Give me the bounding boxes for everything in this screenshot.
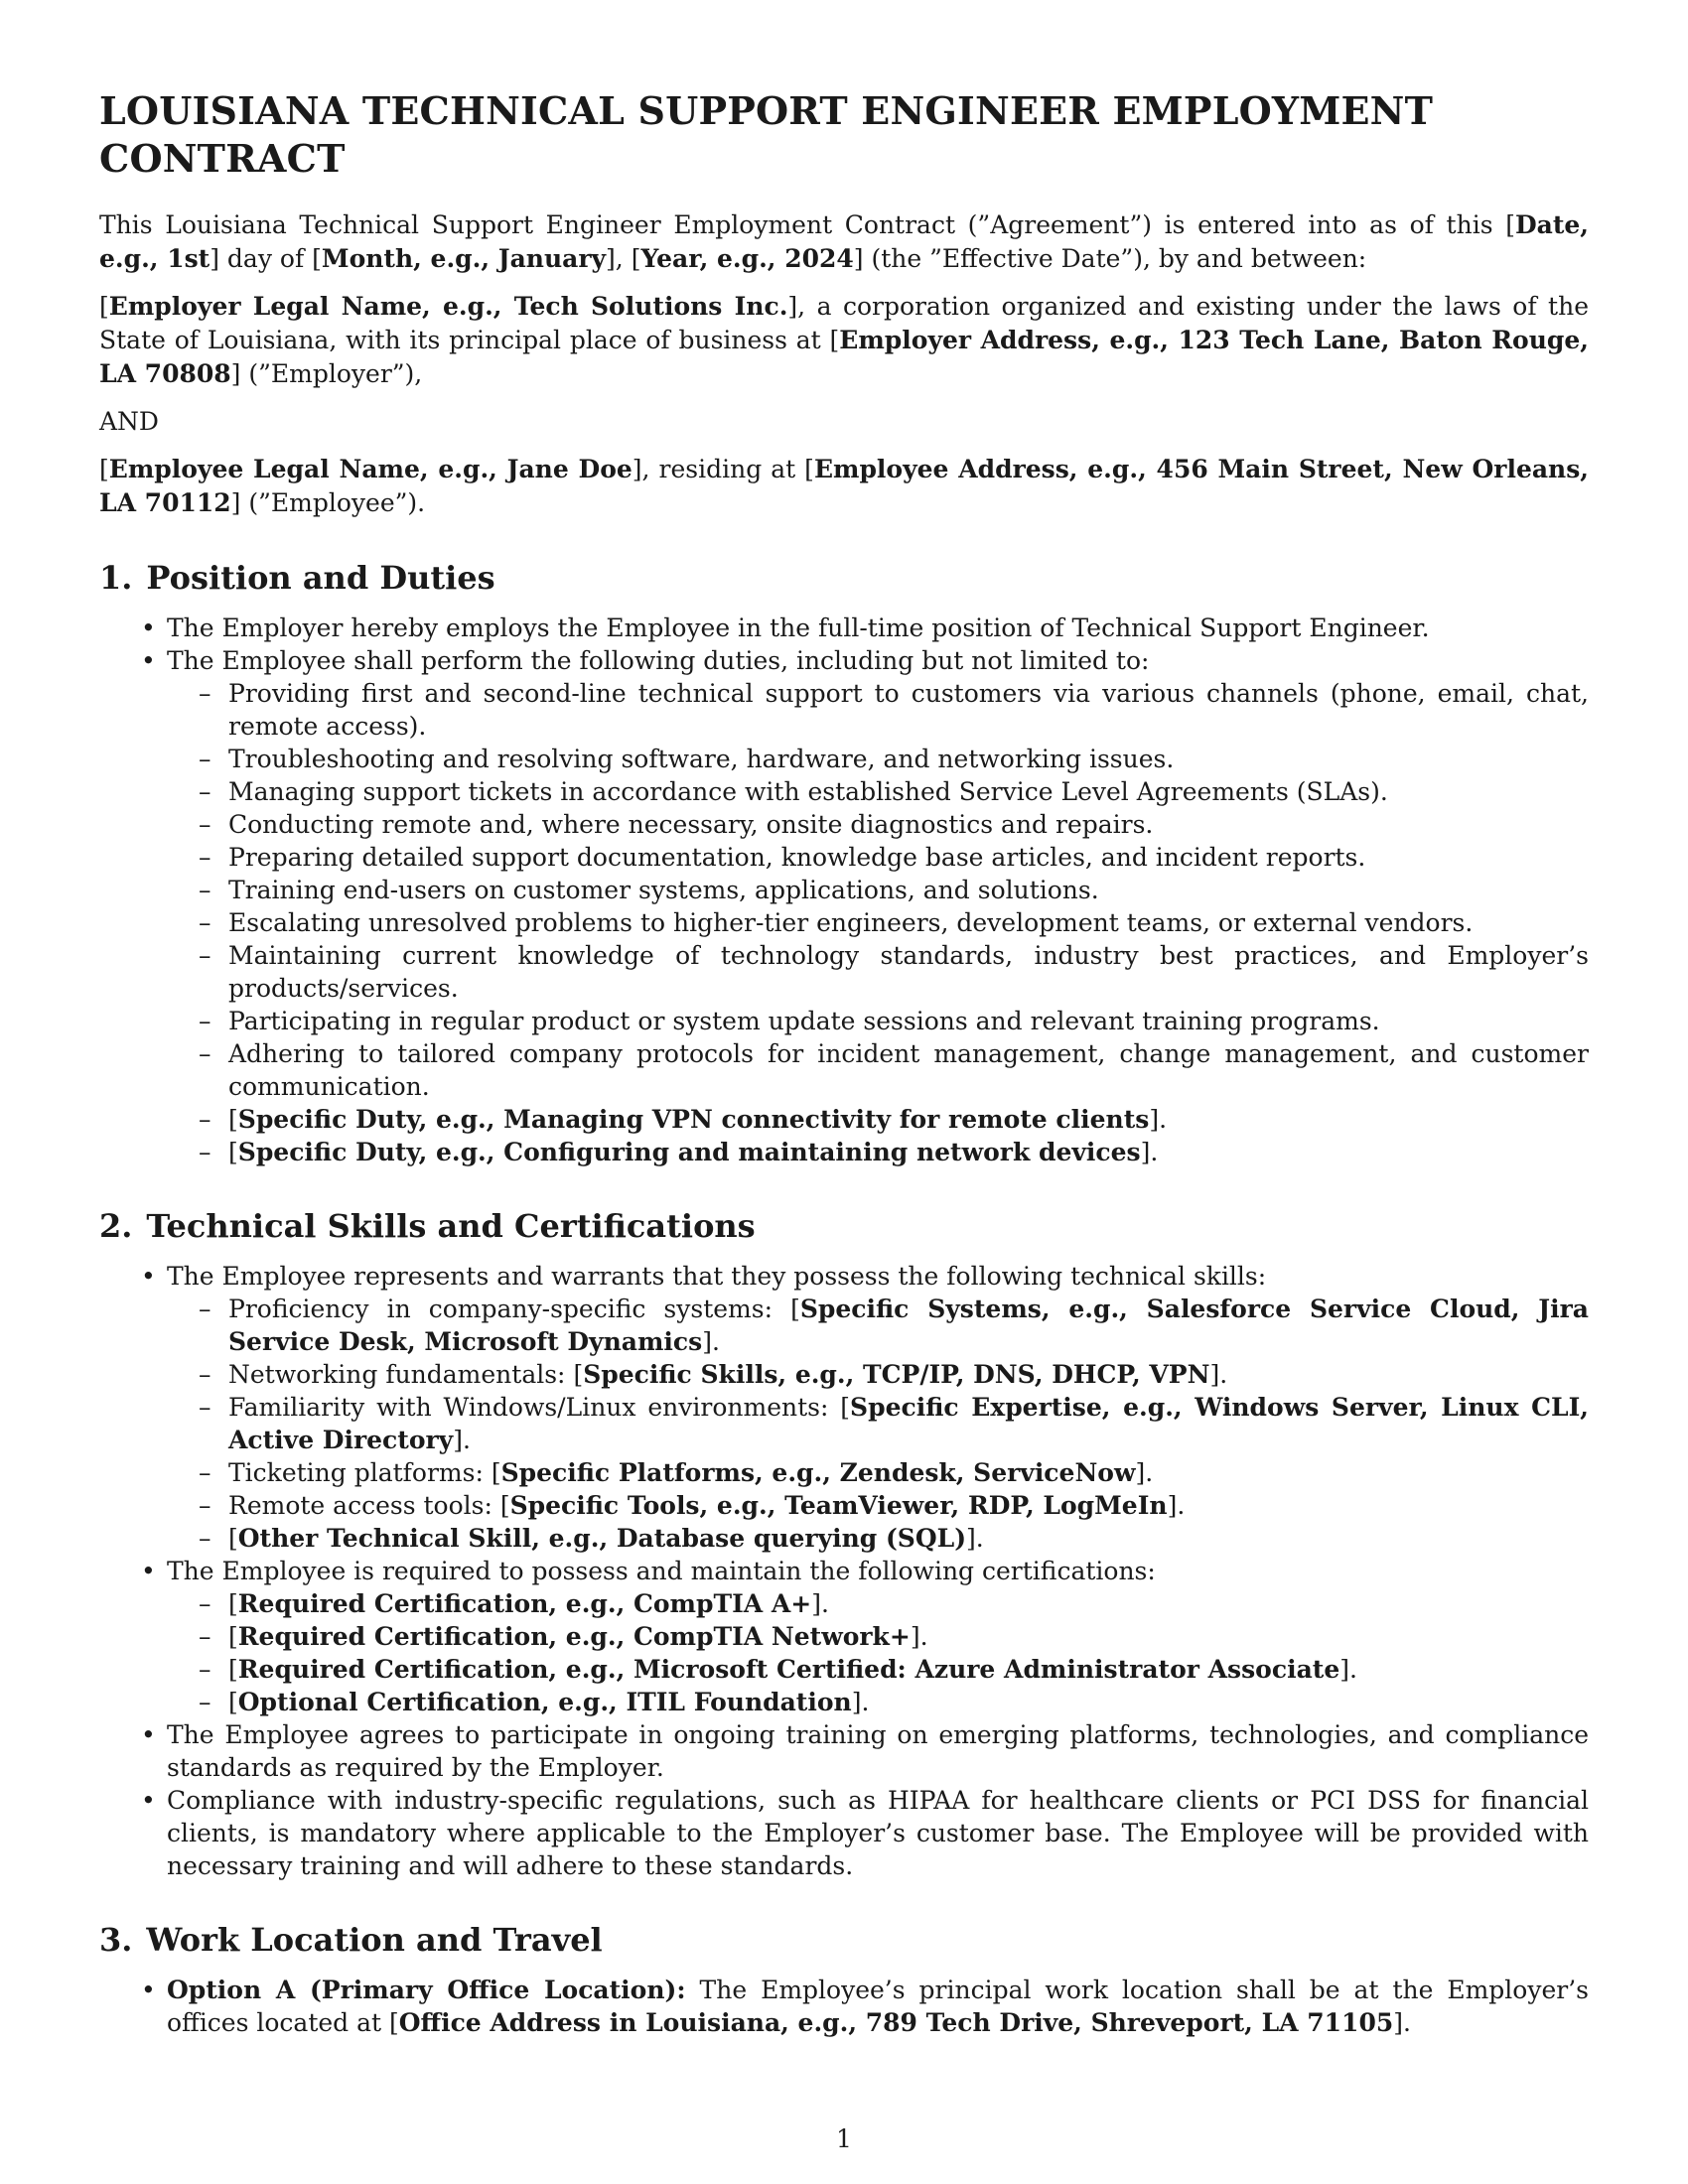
option-text: ]. bbox=[1393, 2008, 1411, 2037]
section-number: 2. bbox=[99, 1207, 133, 1245]
list-item bbox=[167, 1555, 1589, 1718]
location-list bbox=[99, 1974, 1589, 2039]
specific-duty-placeholder: Specific Duty, e.g., Configuring and maintaining network devices bbox=[237, 1138, 1141, 1166]
section-heading-position bbox=[99, 558, 1589, 598]
skill-placeholder: Specific Platforms, e.g., Zendesk, ServiceNow bbox=[500, 1458, 1136, 1487]
employee-text: ], residing at [ bbox=[632, 455, 814, 483]
certification-item: – [Required Certification, e.g., CompTIA A+]. bbox=[228, 1587, 1589, 1620]
and-separator: AND bbox=[99, 407, 159, 436]
date-placeholder: Date, e.g., 1st bbox=[99, 210, 1589, 273]
section-heading-location bbox=[99, 1920, 1589, 1960]
list-item: • The Employer hereby employs the Employee in the full-time position of Technical Support Engineer. bbox=[167, 612, 1589, 644]
contract-title: LOUISIANA TECHNICAL SUPPORT ENGINEER EMPLOYMENT CONTRACT bbox=[99, 88, 1434, 181]
duty-item: – Troubleshooting and resolving software, hardware, and networking issues. bbox=[228, 743, 1589, 775]
certification-placeholder: Required Certification, e.g., Microsoft Certified: Azure Administrator Associate bbox=[237, 1655, 1340, 1684]
employee-address-placeholder: Employee Address, e.g., 456 Main Street, New Orleans, LA 70112 bbox=[99, 455, 1590, 517]
intro-text: ] (the ”Effective Date”), by and between: bbox=[853, 244, 1367, 273]
section-title: Position and Duties bbox=[146, 559, 495, 597]
skill-item: – [Other Technical Skill, e.g., Database querying (SQL)]. bbox=[228, 1522, 1589, 1555]
intro-text: This Louisiana Technical Support Engineer Employment Contract (”Agreement”) is entered into as of this [ bbox=[99, 210, 1515, 239]
duty-item: – [Specific Duty, e.g., Configuring and maintaining network devices]. bbox=[228, 1136, 1589, 1168]
skill-placeholder: Specific Expertise, e.g., Windows Server, Linux CLI, Active Directory bbox=[228, 1393, 1589, 1454]
list-item bbox=[167, 1260, 1589, 1555]
certification-item: – [Required Certification, e.g., CompTIA Network+]. bbox=[228, 1620, 1589, 1653]
office-address-placeholder: Office Address in Louisiana, e.g., 789 Tech Drive, Shreveport, LA 71105 bbox=[398, 2008, 1394, 2037]
specific-duty-placeholder: Specific Duty, e.g., Managing VPN connectivity for remote clients bbox=[237, 1105, 1150, 1134]
section-title: Work Location and Travel bbox=[146, 1921, 603, 1959]
list-item: • The Employee agrees to participate in ongoing training on emerging platforms, technologies, and compliance standards as required by the Employer. bbox=[167, 1718, 1589, 1784]
employee-paragraph bbox=[99, 453, 1589, 520]
certification-placeholder: Required Certification, e.g., CompTIA A+ bbox=[237, 1589, 812, 1618]
employer-text: ] (”Employer”), bbox=[230, 359, 423, 388]
list-item-text: The Employee is required to possess and maintain the following certifications: bbox=[167, 1557, 1156, 1585]
skill-placeholder: Other Technical Skill, e.g., Database querying (SQL) bbox=[237, 1524, 967, 1553]
section-heading-skills bbox=[99, 1206, 1589, 1246]
certification-item: – [Optional Certification, e.g., ITIL Foundation]. bbox=[228, 1686, 1589, 1718]
employee-text: ] (”Employee”). bbox=[230, 488, 426, 517]
duty-item: – Training end-users on customer systems, applications, and solutions. bbox=[228, 874, 1589, 906]
intro-paragraph bbox=[99, 208, 1589, 276]
duties-list bbox=[167, 677, 1589, 1168]
list-item bbox=[167, 1974, 1589, 2039]
skill-placeholder: Specific Systems, e.g., Salesforce Service Cloud, Jira Service Desk, Microsoft Dynamics bbox=[228, 1295, 1590, 1356]
list-item: • Compliance with industry-specific regulations, such as HIPAA for healthcare clients or PCI DSS for financial clients, is mandatory where applicable to the Employer’s customer base. The Employee will be provided with necessary training and will adhere to these standards. bbox=[167, 1784, 1589, 1882]
skill-placeholder: Specific Skills, e.g., TCP/IP, DNS, DHCP, VPN bbox=[583, 1360, 1210, 1389]
skill-item: – Familiarity with Windows/Linux environments: [Specific Expertise, e.g., Windows Server, Linux CLI, Active Directory]. bbox=[228, 1391, 1589, 1456]
bracket: [ bbox=[99, 455, 109, 483]
position-list bbox=[99, 612, 1589, 1168]
skill-label: Networking fundamentals: bbox=[228, 1360, 574, 1389]
list-item bbox=[167, 644, 1589, 1168]
option-label: Option A (Primary Office Location): bbox=[167, 1976, 686, 2004]
certifications-list bbox=[167, 1587, 1589, 1718]
employer-paragraph bbox=[99, 290, 1589, 391]
section-title: Technical Skills and Certifications bbox=[146, 1207, 756, 1245]
skill-item: – Remote access tools: [Specific Tools, e.g., TeamViewer, RDP, LogMeIn]. bbox=[228, 1489, 1589, 1522]
duty-item: – Adhering to tailored company protocols for incident management, change management, and customer communication. bbox=[228, 1037, 1589, 1103]
skill-item: – Proficiency in company-specific systems: [Specific Systems, e.g., Salesforce Service Cloud, Jira Service Desk, Microsoft Dynamics]. bbox=[228, 1293, 1589, 1358]
skill-placeholder: Specific Tools, e.g., TeamViewer, RDP, LogMeIn bbox=[509, 1491, 1168, 1520]
skill-item: – Networking fundamentals: [Specific Skills, e.g., TCP/IP, DNS, DHCP, VPN]. bbox=[228, 1358, 1589, 1391]
page-number: 1 bbox=[836, 2124, 852, 2153]
list-item-text: The Employee represents and warrants that they possess the following technical skills: bbox=[167, 1262, 1267, 1291]
duty-item: – Managing support tickets in accordance with established Service Level Agreements (SLAs). bbox=[228, 775, 1589, 808]
employer-name-placeholder: Employer Legal Name, e.g., Tech Solutions Inc. bbox=[108, 292, 788, 321]
duty-item: – Providing first and second-line technical support to customers via various channels (phone, email, chat, remote access). bbox=[228, 677, 1589, 743]
employee-name-placeholder: Employee Legal Name, e.g., Jane Doe bbox=[108, 455, 633, 483]
list-item-text: The Employee shall perform the following duties, including but not limited to: bbox=[167, 646, 1150, 675]
certification-item: – [Required Certification, e.g., Microsoft Certified: Azure Administrator Associate]. bbox=[228, 1653, 1589, 1686]
month-placeholder: Month, e.g., January bbox=[321, 244, 607, 273]
intro-text: ], [ bbox=[606, 244, 641, 273]
section-number: 3. bbox=[99, 1921, 133, 1959]
certification-placeholder: Required Certification, e.g., CompTIA Network+ bbox=[237, 1622, 911, 1651]
skill-label: Ticketing platforms: bbox=[228, 1458, 492, 1487]
year-placeholder: Year, e.g., 2024 bbox=[640, 244, 854, 273]
option-text: The Employee’s principal work location shall be at the Employer’s offices located at [ bbox=[167, 1976, 1590, 2037]
duty-item: – Preparing detailed support documentation, knowledge base articles, and incident reports. bbox=[228, 841, 1589, 874]
intro-text: ] day of [ bbox=[210, 244, 322, 273]
bracket: [ bbox=[99, 292, 109, 321]
section-number: 1. bbox=[99, 559, 133, 597]
certification-placeholder: Optional Certification, e.g., ITIL Foundation bbox=[237, 1688, 852, 1716]
skill-label: Proficiency in company-specific systems: bbox=[228, 1295, 791, 1323]
duty-item: – [Specific Duty, e.g., Managing VPN connectivity for remote clients]. bbox=[228, 1103, 1589, 1136]
technical-skills-list bbox=[167, 1293, 1589, 1555]
skills-list bbox=[99, 1260, 1589, 1882]
duty-item: – Maintaining current knowledge of technology standards, industry best practices, and Employer’s products/services. bbox=[228, 939, 1589, 1005]
employer-address-placeholder: Employer Address, e.g., 123 Tech Lane, Baton Rouge, LA 70808 bbox=[99, 326, 1589, 388]
duty-item: – Participating in regular product or system update sessions and relevant training programs. bbox=[228, 1005, 1589, 1037]
skill-label: Remote access tools: bbox=[228, 1491, 500, 1520]
duty-item: – Escalating unresolved problems to higher-tier engineers, development teams, or external vendors. bbox=[228, 906, 1589, 939]
skill-label: Familiarity with Windows/Linux environments: bbox=[228, 1393, 841, 1422]
skill-item: – Ticketing platforms: [Specific Platforms, e.g., Zendesk, ServiceNow]. bbox=[228, 1456, 1589, 1489]
duty-item: – Conducting remote and, where necessary, onsite diagnostics and repairs. bbox=[228, 808, 1589, 841]
employer-text: ], a corporation organized and existing under the laws of the State of Louisiana, with its principal place of business at [ bbox=[99, 292, 1589, 354]
